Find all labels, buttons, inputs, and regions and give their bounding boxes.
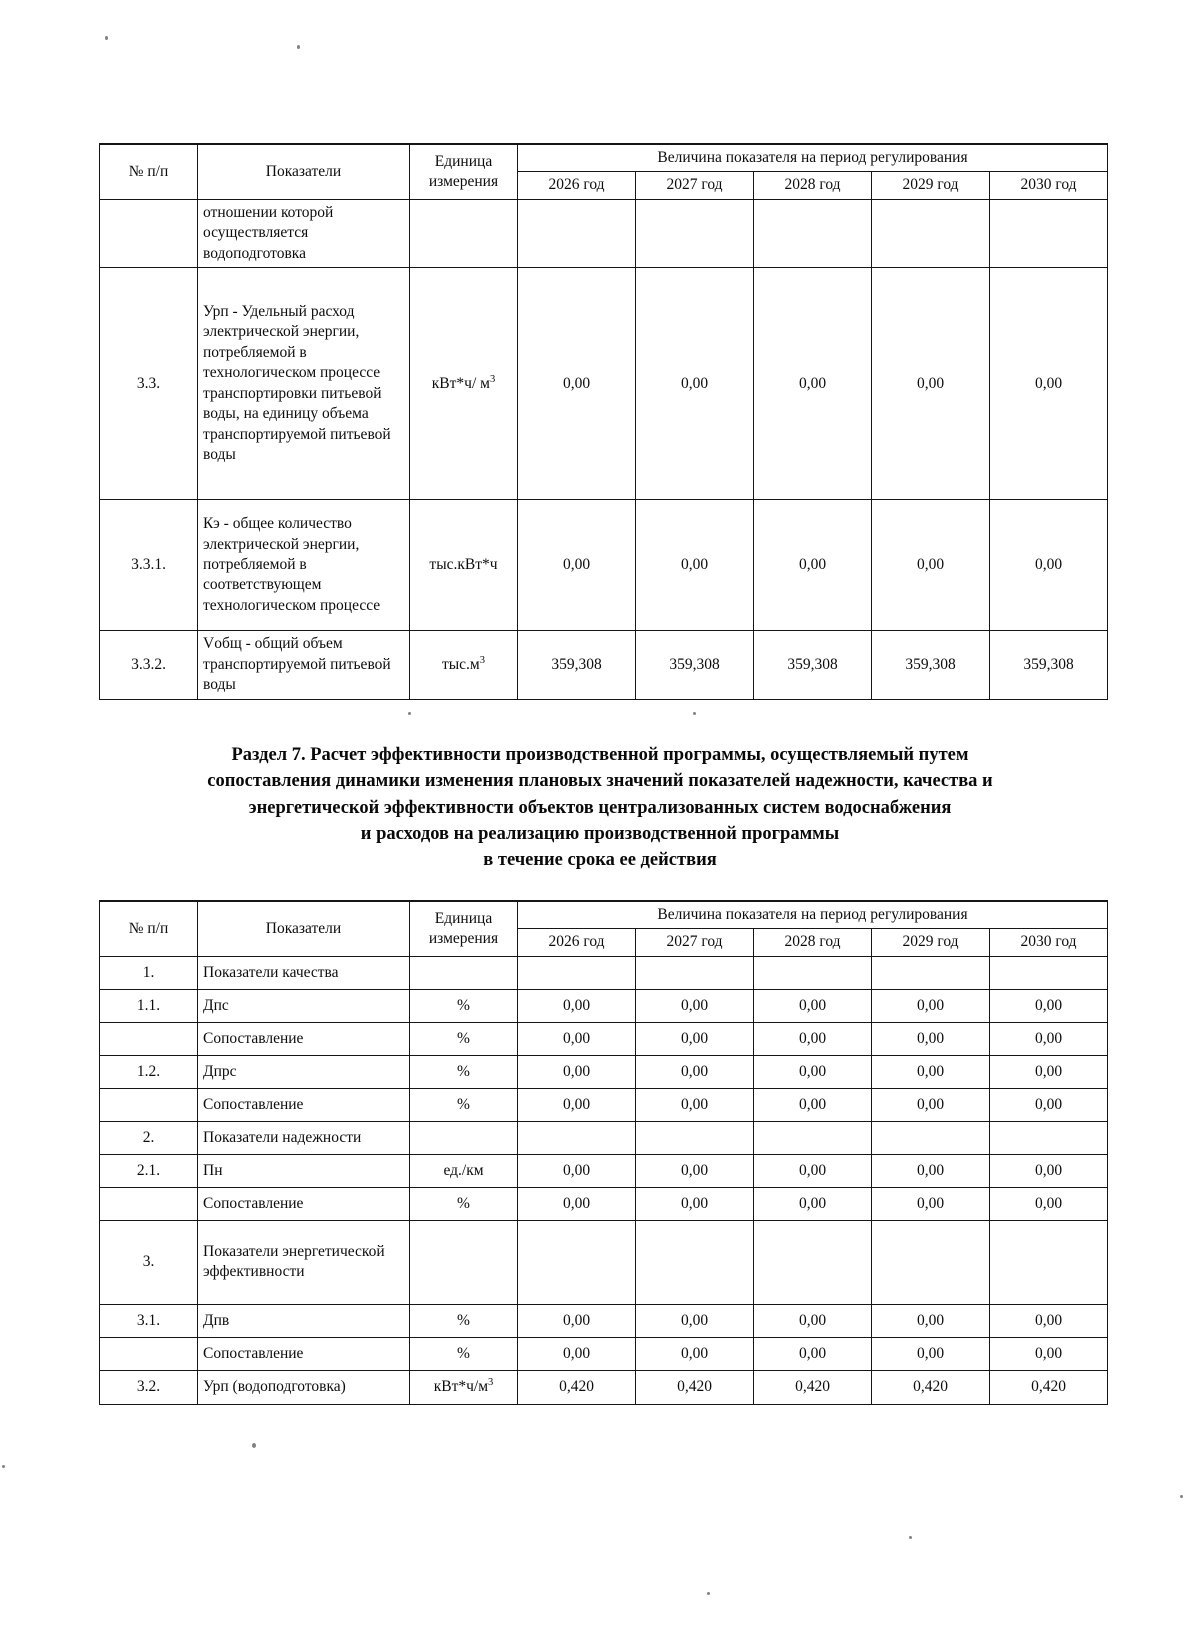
scan-speck <box>297 45 300 49</box>
header-row-top <box>100 144 1108 172</box>
col-header-year-2027: 2027 год <box>636 172 754 199</box>
heading-line-5: в течение срока ее действия <box>483 850 717 871</box>
row-value <box>754 1121 872 1154</box>
scan-speck <box>252 1443 256 1448</box>
row-number: 1.2. <box>100 1055 198 1088</box>
row-unit <box>410 500 518 631</box>
row-unit-text: кВт*ч/ м <box>431 374 490 392</box>
row-value: 0,00 <box>518 1088 636 1121</box>
row-value: 0,00 <box>990 1055 1108 1088</box>
row-value: 0,00 <box>754 1337 872 1370</box>
row-unit <box>410 1088 518 1121</box>
col-header-unit <box>410 901 518 956</box>
table-row <box>100 1370 1108 1404</box>
row-value: 0,00 <box>990 268 1108 500</box>
row-indicator: Сопоставление <box>198 1337 410 1370</box>
row-value: 0,00 <box>754 268 872 500</box>
row-value: 0,00 <box>872 1337 990 1370</box>
scan-speck <box>105 36 108 40</box>
row-unit-text: % <box>457 1029 470 1047</box>
efficiency-table <box>99 900 1108 1405</box>
row-value: 0,00 <box>636 989 754 1022</box>
row-number <box>100 1187 198 1220</box>
row-value: 0,00 <box>518 1055 636 1088</box>
row-number <box>100 199 198 267</box>
row-value <box>990 1121 1108 1154</box>
row-value <box>754 956 872 989</box>
row-value: 0,00 <box>754 989 872 1022</box>
row-value: 0,00 <box>872 1055 990 1088</box>
col-header-num: № п/п <box>100 144 198 199</box>
row-value: 0,00 <box>754 1304 872 1337</box>
col-header-unit-line1: Единица <box>434 909 493 927</box>
col-header-unit-line1: Единица <box>434 152 493 170</box>
row-unit-text: тыс.кВт*ч <box>429 556 498 574</box>
row-unit-text: ед./км <box>443 1161 484 1179</box>
row-unit <box>410 631 518 699</box>
row-value: 0,00 <box>518 1304 636 1337</box>
table-row <box>100 956 1108 989</box>
row-unit-text: % <box>457 1194 470 1212</box>
row-value: 0,00 <box>636 268 754 500</box>
row-value: 0,00 <box>990 989 1108 1022</box>
scan-speck <box>909 1536 912 1539</box>
table-row <box>100 1187 1108 1220</box>
section-7-heading <box>100 742 1100 873</box>
row-value: 0,00 <box>754 1088 872 1121</box>
row-value <box>636 956 754 989</box>
row-unit-text: % <box>457 996 470 1014</box>
row-value: 0,00 <box>754 1187 872 1220</box>
row-value: 0,00 <box>990 1154 1108 1187</box>
row-value <box>990 199 1108 267</box>
row-unit <box>410 1187 518 1220</box>
row-indicator: Кэ - общее количество электрической энергии, потребляемой в соответствующем технологическом процессе <box>198 500 410 631</box>
table-row <box>100 1121 1108 1154</box>
scan-speck <box>693 712 696 715</box>
row-number <box>100 1088 198 1121</box>
table-row <box>100 268 1108 500</box>
row-unit-exponent: 3 <box>489 373 496 385</box>
row-unit-text: % <box>457 1344 470 1362</box>
row-indicator: Дпрс <box>198 1055 410 1088</box>
row-value <box>518 956 636 989</box>
row-value: 0,00 <box>518 1154 636 1187</box>
row-value: 0,00 <box>636 500 754 631</box>
heading-line-4: и расходов на реализацию производственной программы <box>360 823 840 844</box>
table-row <box>100 500 1108 631</box>
row-value: 0,00 <box>754 500 872 631</box>
row-value: 0,00 <box>636 1154 754 1187</box>
col-header-year-2030: 2030 год <box>990 929 1108 956</box>
row-value: 0,420 <box>518 1370 636 1404</box>
col-header-year-2026: 2026 год <box>518 929 636 956</box>
row-unit <box>410 1337 518 1370</box>
row-indicator: отношении которой осуществляется водоподготовка <box>198 199 410 267</box>
row-value: 0,00 <box>636 1022 754 1055</box>
row-value: 0,00 <box>636 1304 754 1337</box>
row-indicator: Пн <box>198 1154 410 1187</box>
row-value: 0,00 <box>636 1337 754 1370</box>
row-unit <box>410 1304 518 1337</box>
row-value: 0,420 <box>872 1370 990 1404</box>
row-indicator: Показатели качества <box>198 956 410 989</box>
row-value: 0,00 <box>872 1088 990 1121</box>
row-indicator: Сопоставление <box>198 1187 410 1220</box>
row-value <box>636 1220 754 1304</box>
row-value <box>754 1220 872 1304</box>
col-header-year-2027: 2027 год <box>636 929 754 956</box>
row-value: 0,00 <box>754 1154 872 1187</box>
table-row <box>100 631 1108 699</box>
row-value: 0,420 <box>990 1370 1108 1404</box>
row-unit-text: % <box>457 1062 470 1080</box>
row-value: 0,00 <box>990 1304 1108 1337</box>
row-value: 0,00 <box>872 1022 990 1055</box>
row-unit-exponent: 3 <box>488 1377 494 1389</box>
row-unit-text: % <box>457 1311 470 1329</box>
row-value: 0,420 <box>636 1370 754 1404</box>
col-header-num: № п/п <box>100 901 198 956</box>
row-value <box>990 1220 1108 1304</box>
row-indicator: Vобщ - общий объем транспортируемой питьевой воды <box>198 631 410 699</box>
row-value <box>872 1121 990 1154</box>
table-row <box>100 1022 1108 1055</box>
row-value: 0,00 <box>990 1022 1108 1055</box>
col-header-period-group: Величина показателя на период регулирования <box>518 901 1108 929</box>
row-unit <box>410 1055 518 1088</box>
row-value: 0,00 <box>872 1187 990 1220</box>
row-number: 2.1. <box>100 1154 198 1187</box>
row-number: 2. <box>100 1121 198 1154</box>
table-header <box>100 144 1108 199</box>
row-number: 1. <box>100 956 198 989</box>
row-indicator: Дпв <box>198 1304 410 1337</box>
row-number: 3.3. <box>100 268 198 500</box>
row-value: 0,00 <box>518 500 636 631</box>
col-header-year-2028: 2028 год <box>754 929 872 956</box>
col-header-indicator: Показатели <box>198 901 410 956</box>
row-value <box>518 1121 636 1154</box>
row-indicator: Урп - Удельный расход электрической энергии, потребляемой в технологическом процессе транспортировки питьевой воды, на единицу объема транспортируемой питьевой воды <box>198 268 410 500</box>
heading-line-3: энергетической эффективности объектов централизованных систем водоснабжения <box>248 797 952 818</box>
col-header-period-group: Величина показателя на период регулирования <box>518 144 1108 172</box>
row-unit <box>410 1220 518 1304</box>
row-value: 0,00 <box>990 1187 1108 1220</box>
col-header-unit-line2: измерения <box>428 172 499 190</box>
row-unit <box>410 1370 518 1404</box>
col-header-year-2029: 2029 год <box>872 172 990 199</box>
row-unit-exponent: 3 <box>479 654 486 666</box>
row-indicator: Урп (водоподготовка) <box>198 1370 410 1404</box>
row-number: 1.1. <box>100 989 198 1022</box>
row-value <box>872 199 990 267</box>
row-number: 3.2. <box>100 1370 198 1404</box>
row-indicator: Дпс <box>198 989 410 1022</box>
col-header-year-2028: 2028 год <box>754 172 872 199</box>
row-number: 3.3.1. <box>100 500 198 631</box>
scan-speck <box>707 1592 710 1595</box>
scan-speck <box>408 712 411 715</box>
row-value: 0,00 <box>518 268 636 500</box>
row-value: 359,308 <box>636 631 754 699</box>
row-value: 0,00 <box>518 1187 636 1220</box>
col-header-indicator: Показатели <box>198 144 410 199</box>
row-indicator: Показатели энергетической эффективности <box>198 1220 410 1304</box>
row-value: 0,00 <box>990 500 1108 631</box>
indicators-table-continued <box>99 143 1108 700</box>
row-unit <box>410 1121 518 1154</box>
row-unit <box>410 956 518 989</box>
row-number: 3.3.2. <box>100 631 198 699</box>
col-header-year-2026: 2026 год <box>518 172 636 199</box>
row-value: 0,00 <box>872 1154 990 1187</box>
table-row <box>100 989 1108 1022</box>
table-row <box>100 1088 1108 1121</box>
row-value: 0,00 <box>518 1022 636 1055</box>
row-value: 0,00 <box>872 268 990 500</box>
row-value: 0,00 <box>990 1088 1108 1121</box>
row-value <box>872 1220 990 1304</box>
row-value: 0,00 <box>990 1337 1108 1370</box>
heading-line-2: сопоставления динамики изменения плановых значений показателей надежности, качества и <box>207 771 993 792</box>
table-row <box>100 1055 1108 1088</box>
row-number <box>100 1022 198 1055</box>
row-value <box>518 199 636 267</box>
row-value: 359,308 <box>990 631 1108 699</box>
row-unit-text: тыс.м <box>441 655 480 673</box>
row-value <box>990 956 1108 989</box>
table-body <box>100 199 1108 699</box>
row-unit-text: кВт*ч/м <box>433 1378 489 1396</box>
row-value <box>754 199 872 267</box>
row-value: 359,308 <box>754 631 872 699</box>
row-value: 0,00 <box>754 1055 872 1088</box>
row-value: 0,00 <box>636 1187 754 1220</box>
row-indicator: Показатели надежности <box>198 1121 410 1154</box>
row-value: 0,00 <box>518 989 636 1022</box>
row-value: 0,00 <box>872 1304 990 1337</box>
table-row <box>100 199 1108 267</box>
row-value: 0,420 <box>754 1370 872 1404</box>
row-value: 359,308 <box>872 631 990 699</box>
row-value: 0,00 <box>872 500 990 631</box>
row-value <box>872 956 990 989</box>
row-value <box>636 199 754 267</box>
row-number: 3.1. <box>100 1304 198 1337</box>
col-header-year-2030: 2030 год <box>990 172 1108 199</box>
row-value: 0,00 <box>518 1337 636 1370</box>
row-value: 0,00 <box>636 1088 754 1121</box>
table-row <box>100 1304 1108 1337</box>
heading-line-1: Раздел 7. Расчет эффективности производственной программы, осуществляемый путем <box>231 745 969 765</box>
scan-speck <box>1180 1495 1183 1498</box>
row-value: 359,308 <box>518 631 636 699</box>
row-number <box>100 1337 198 1370</box>
header-row-top <box>100 901 1108 929</box>
row-value: 0,00 <box>872 989 990 1022</box>
scan-speck <box>2 1465 5 1468</box>
row-indicator: Сопоставление <box>198 1088 410 1121</box>
row-number: 3. <box>100 1220 198 1304</box>
table-row <box>100 1154 1108 1187</box>
col-header-unit-line2: измерения <box>428 929 499 947</box>
row-value: 0,00 <box>636 1055 754 1088</box>
table-header <box>100 901 1108 956</box>
table-body <box>100 956 1108 1404</box>
row-unit <box>410 268 518 500</box>
table-row <box>100 1337 1108 1370</box>
table-row <box>100 1220 1108 1304</box>
row-unit <box>410 199 518 267</box>
row-value <box>636 1121 754 1154</box>
row-unit <box>410 1022 518 1055</box>
col-header-unit <box>410 144 518 199</box>
row-unit <box>410 989 518 1022</box>
row-unit <box>410 1154 518 1187</box>
row-unit-text: % <box>457 1095 470 1113</box>
row-value <box>518 1220 636 1304</box>
row-value: 0,00 <box>754 1022 872 1055</box>
col-header-year-2029: 2029 год <box>872 929 990 956</box>
row-indicator: Сопоставление <box>198 1022 410 1055</box>
